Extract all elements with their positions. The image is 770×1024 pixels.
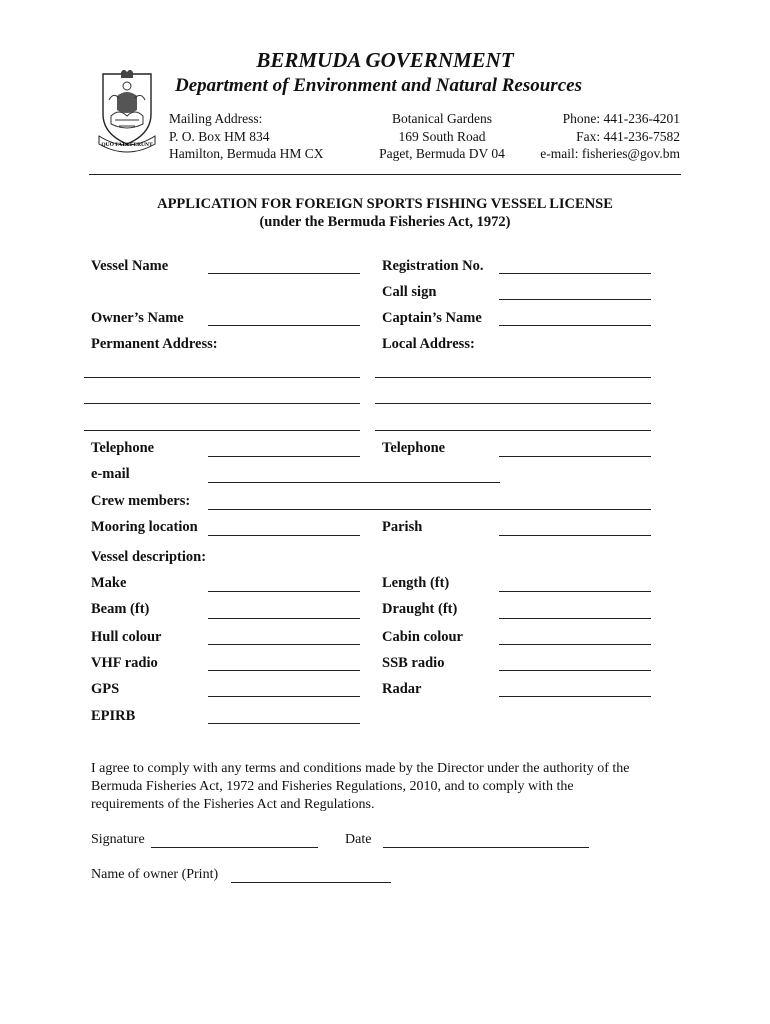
vessel-name-label: Vessel Name — [91, 258, 169, 274]
contact-block — [480, 110, 680, 163]
email-line: e-mail: fisheries@gov.bm — [540, 146, 680, 161]
captains-name-label: Captain’s Name — [382, 310, 482, 326]
gps-field[interactable] — [208, 696, 360, 697]
location-line-3: Paget, Bermuda DV 04 — [379, 146, 505, 161]
beam-label: Beam (ft) — [91, 601, 150, 617]
epirb-field[interactable] — [208, 723, 360, 724]
crew-members-label: Crew members: — [91, 493, 191, 509]
location-line-1: Botanical Gardens — [391, 111, 493, 126]
department-name: Department of Environment and Natural Resources — [175, 75, 582, 96]
mooring-location-label: Mooring location — [91, 519, 198, 535]
cabin-colour-field[interactable] — [499, 644, 651, 645]
agreement-line-3: requirements of the Fisheries Act and Regulations. — [91, 797, 375, 812]
ssb-radio-field[interactable] — [499, 670, 651, 671]
parish-label: Parish — [382, 519, 423, 535]
fax-line: Fax: 441-236-7582 — [576, 128, 680, 144]
mailing-line-2: P. O. Box HM 834 — [169, 128, 270, 144]
owners-name-label: Owner’s Name — [91, 310, 184, 326]
mailing-line-3: Hamilton, Bermuda HM CX — [169, 146, 324, 161]
hull-colour-field[interactable] — [208, 644, 360, 645]
make-label: Make — [91, 575, 127, 591]
cabin-colour-label: Cabin colour — [382, 629, 463, 645]
radar-field[interactable] — [499, 696, 651, 697]
government-title: BERMUDA GOVERNMENT — [256, 48, 514, 72]
agreement-paragraph — [91, 760, 691, 814]
telephone-label-right: Telephone — [382, 440, 446, 456]
signature-label: Signature — [91, 832, 145, 847]
header-divider — [89, 174, 681, 175]
length-label: Length (ft) — [382, 575, 450, 591]
phone-line: Phone: 441-236-4201 — [562, 111, 680, 126]
date-label: Date — [345, 832, 372, 847]
captains-name-field[interactable] — [499, 325, 651, 326]
beam-field[interactable] — [208, 618, 360, 619]
permanent-address-line-3[interactable] — [84, 430, 360, 431]
date-field[interactable] — [383, 847, 589, 848]
mooring-location-field[interactable] — [208, 535, 360, 536]
parish-field[interactable] — [499, 535, 651, 536]
bermuda-coat-of-arms-seal — [97, 70, 157, 156]
permanent-address-line-1[interactable] — [84, 377, 360, 378]
length-field[interactable] — [499, 591, 651, 592]
registration-no-label: Registration No. — [382, 258, 484, 274]
vhf-radio-label: VHF radio — [91, 655, 158, 671]
radar-label: Radar — [382, 681, 422, 697]
vessel-name-field[interactable] — [208, 273, 360, 274]
vessel-description-label: Vessel description: — [91, 549, 207, 565]
signature-field[interactable] — [151, 847, 318, 848]
make-field[interactable] — [208, 591, 360, 592]
permanent-address-label: Permanent Address: — [91, 336, 218, 352]
form-title: APPLICATION FOR FOREIGN SPORTS FISHING VESSEL LICENSE — [157, 196, 613, 212]
draught-label: Draught (ft) — [382, 601, 458, 617]
email-label: e-mail — [91, 466, 130, 482]
agreement-line-2: Bermuda Fisheries Act, 1972 and Fisheries Regulations, 2010, and to comply with the — [91, 779, 574, 794]
hull-colour-label: Hull colour — [91, 629, 162, 645]
local-address-line-2[interactable] — [375, 403, 651, 404]
form-subtitle: (under the Bermuda Fisheries Act, 1972) — [259, 214, 511, 230]
local-address-line-1[interactable] — [375, 377, 651, 378]
location-line-2: 169 South Road — [398, 128, 486, 144]
epirb-label: EPIRB — [91, 708, 136, 724]
ssb-radio-label: SSB radio — [382, 655, 445, 671]
gps-label: GPS — [91, 681, 120, 697]
permanent-address-line-2[interactable] — [84, 403, 360, 404]
crew-members-field[interactable] — [208, 509, 651, 510]
mailing-line-1: Mailing Address: — [169, 111, 263, 126]
seal-motto: QUO FATA FERUNT — [101, 142, 153, 148]
vhf-radio-field[interactable] — [208, 670, 360, 671]
owner-print-label: Name of owner (Print) — [91, 867, 219, 882]
telephone-label-left: Telephone — [91, 440, 155, 456]
registration-no-field[interactable] — [499, 273, 651, 274]
agreement-line-1: I agree to comply with any terms and conditions made by the Director under the authority of the — [91, 761, 630, 776]
local-address-line-3[interactable] — [375, 430, 651, 431]
call-sign-label: Call sign — [382, 284, 437, 300]
owners-name-field[interactable] — [208, 325, 360, 326]
telephone-field-left[interactable] — [208, 456, 360, 457]
local-address-label: Local Address: — [382, 336, 475, 352]
email-field[interactable] — [208, 482, 500, 483]
draught-field[interactable] — [499, 618, 651, 619]
call-sign-field[interactable] — [499, 299, 651, 300]
owner-print-field[interactable] — [231, 882, 391, 883]
telephone-field-right[interactable] — [499, 456, 651, 457]
mailing-address-block — [169, 110, 324, 163]
